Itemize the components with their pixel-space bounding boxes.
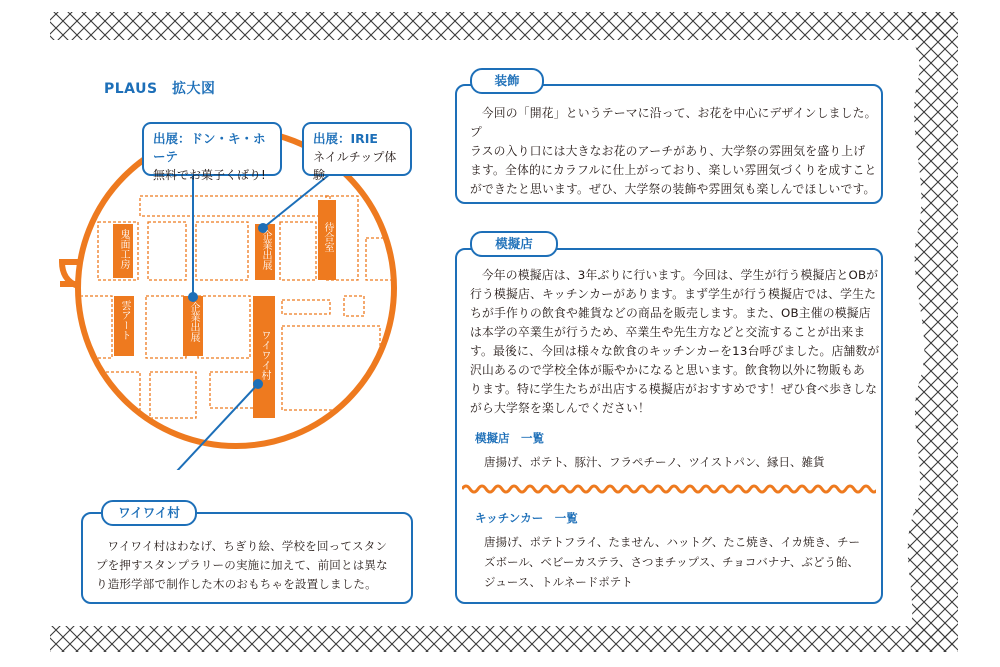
mogiten-list: 唐揚げ、ポテト、豚汁、フラペチーノ、ツイストパン、縁日、雑貨 [484,455,825,469]
map-title: PLAUS 拡大図 [104,81,216,97]
waiwai-line: り造形学部で制作した木のおもちゃを設置しました。 [96,577,377,591]
decoration-line: 今回の「開花」というテーマに沿って、お花を中心にデザインしました。プ [470,106,877,139]
wavy-divider [462,482,876,496]
mogiten-heading: 模擬店 [470,231,558,257]
waiwai-text [96,537,408,594]
decoration-line: ができたと思います。ぜひ、大学祭の装飾や雰囲気も楽しんでほしいです。 [470,182,876,196]
waiwai-heading: ワイワイ村 [101,500,197,526]
kitchen-line: 唐揚げ、ポテトフライ、たません、ハットグ、たこ焼き、イカ焼き、チー [484,535,861,549]
booth-label-kikaku-2: 企業出展 [188,302,199,342]
kitchen-line: ジュース、トルネードポテト [484,575,633,589]
mogiten-line: 沢山あるので学校全体が賑やかになると思います。飲食物以外に物販もあ [470,363,865,377]
mogiten-list-title: 模擬店 一覧 [475,431,544,445]
mogiten-line: ります。特に学生たちが出店する模擬店がおすすめです！ぜひ食べ歩きしな [470,382,878,396]
mogiten-line: は本学の卒業生が行うため、卒業生や先生方などと交流することが出来ま [470,325,866,339]
callout-donki [142,122,282,182]
booth-label-kikaku-1: 企業出展 [260,230,271,270]
mogiten-line: 今年の模擬店は、3年ぶりに行います。今回は、学生が行う模擬店とOBが [481,268,879,282]
decoration-heading: 装飾 [470,68,544,94]
booth-label-kumo: 雲アート [119,300,130,340]
callout-irie [302,122,412,182]
booth-label-kimen: 鬼面工房 [118,229,129,269]
waiwai-line: プを押すスタンプラリーの実施に加えて、前回とは異な [96,558,388,572]
mogiten-line: ちが手作りの飲食や雑貨などの商品を販売します。また、OB主催の模擬店 [470,306,871,320]
callout-donki-heading: 出展：ドン・キ・ホーテ [153,131,266,164]
mogiten-line: す。最後に、今回は様々な飲食のキッチンカーを13台呼びました。店舗数が [470,344,880,358]
callout-irie-heading: 出展：IRIE [313,131,378,146]
mogiten-text [470,266,882,418]
kitchen-line: ズボール、ベビーカステラ、さつまチップス、チョコバナナ、ぶどう飴、 [484,555,859,569]
booth-label-waiwai: ワイワイ村 [259,330,270,380]
mogiten-line: 行う模擬店、キッチンカーがあります。まず学生が行う模擬店では、学生た [470,287,877,301]
callout-donki-text: 無料でお菓子くばり! [153,168,266,182]
booth-label-machiai: 待合室 [322,222,333,252]
callout-irie-text: ネイルチップ体験 [313,150,397,182]
decoration-line: ラスの入り口には大きなお花のアーチがあり、大学祭の雰囲気を盛り上げ [470,144,866,158]
kitchen-list [484,532,874,592]
decoration-line: ます。全体的にカラフルに仕上がっており、楽しい雰囲気づくりを成すこと [470,163,877,177]
kitchen-list-title: キッチンカー 一覧 [475,511,578,525]
mogiten-line: がら大学祭を楽しんでください！ [470,401,650,415]
waiwai-line: ワイワイ村はわなげ、ちぎり絵、学校を回ってスタン [107,539,388,553]
decoration-text [470,104,880,199]
